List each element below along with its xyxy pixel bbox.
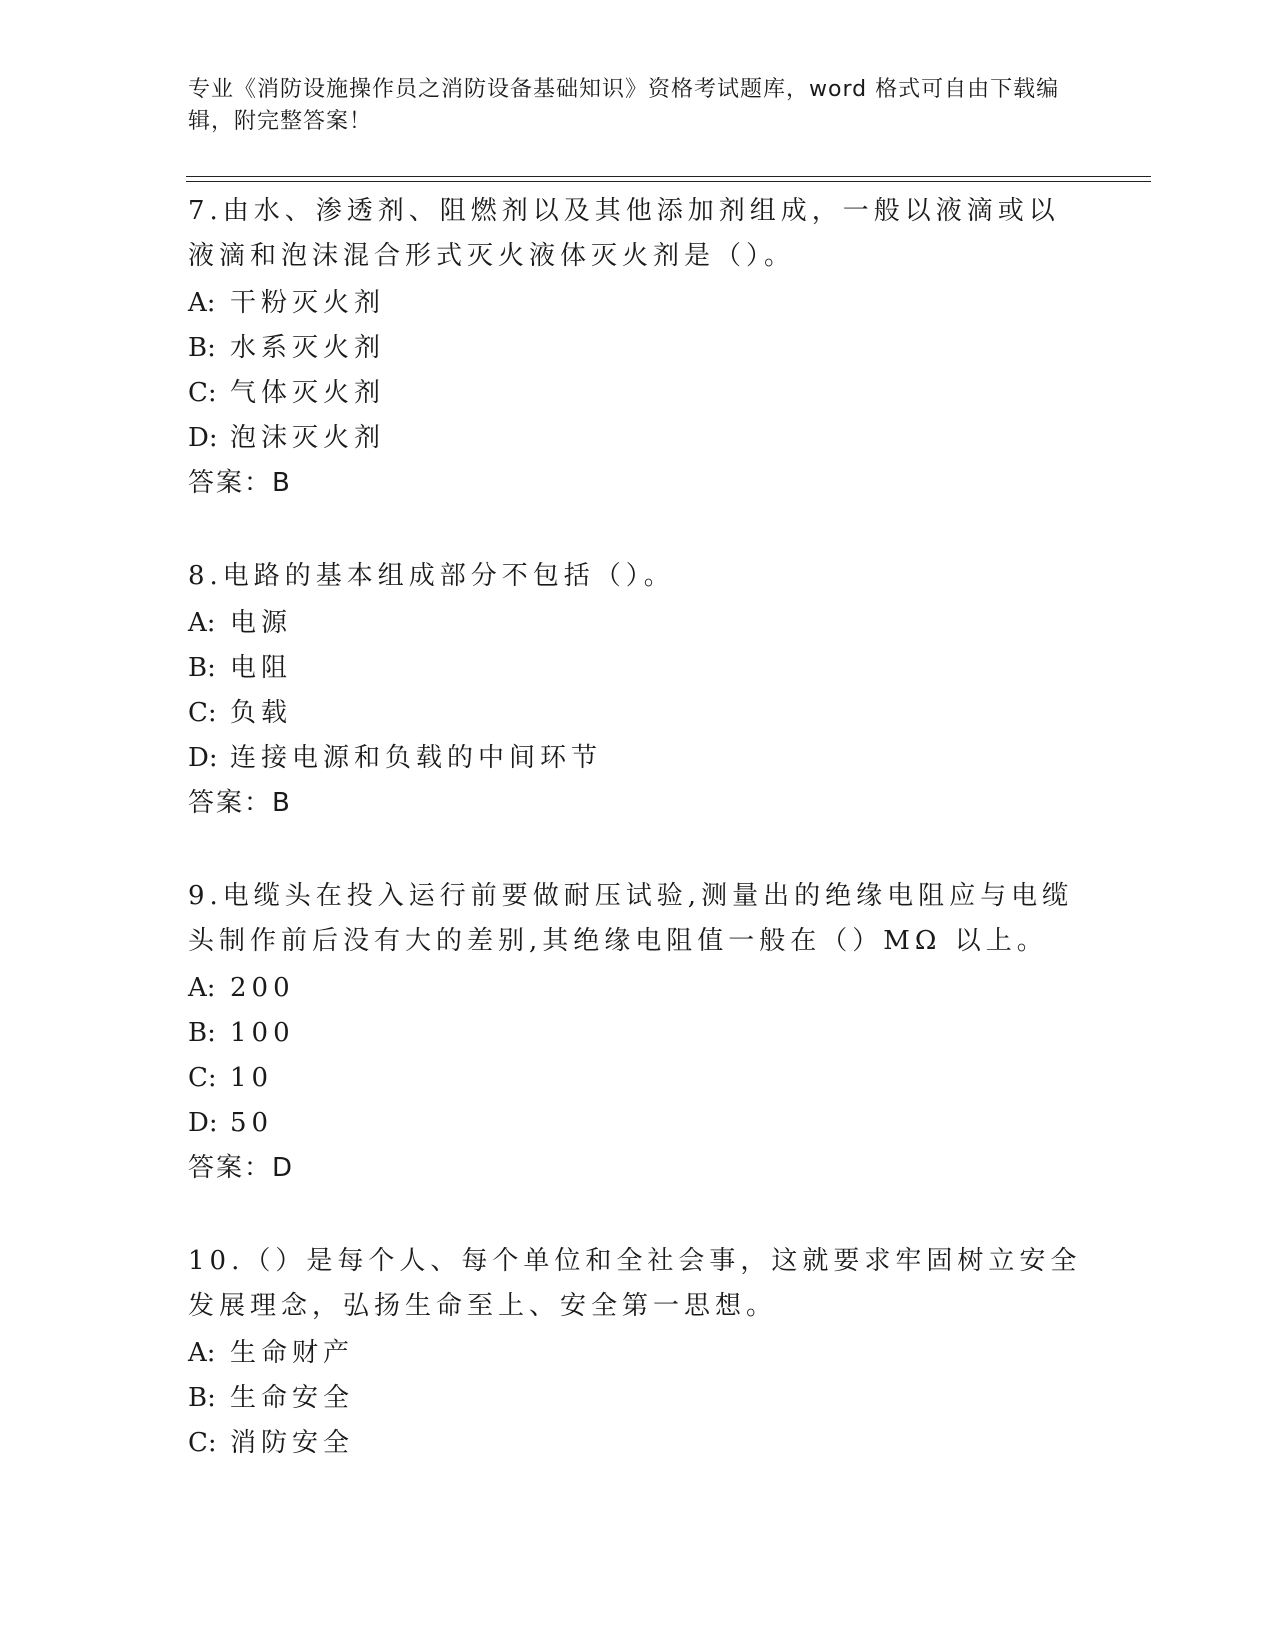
option-letter: C: [188,378,217,408]
header-divider-bottom [186,181,1151,182]
question-8 [188,554,1088,826]
option-letter: A: [188,1338,216,1368]
question-stem: 8.电路的基本组成部分不包括（）。 [188,561,675,591]
option-text: 水系灭火剂 [230,333,386,363]
question-spacer [188,826,1088,871]
option-d [188,736,1088,781]
header-divider-top [186,176,1151,177]
option-letter: C: [188,698,217,728]
option-letter: B: [188,1018,216,1048]
option-b [188,1011,1088,1056]
option-text: 50 [230,1108,274,1138]
question-spacer [188,506,1088,551]
option-letter: C: [188,1063,217,1093]
answer-line: 答案：B [188,468,292,498]
option-d [188,1101,1088,1146]
question-list [188,186,1088,1466]
option-text: 200 [230,973,295,1003]
question-10 [188,1239,1088,1466]
option-a [188,601,1088,646]
option-a [188,966,1088,1011]
option-c [188,371,1088,416]
option-text: 生命安全 [230,1383,355,1413]
question-9 [188,874,1088,1191]
option-letter: B: [188,653,216,683]
option-letter: D: [188,743,218,773]
question-7 [188,189,1088,506]
option-text: 泡沫灭火剂 [230,423,386,453]
option-text: 电阻 [230,653,293,683]
option-letter: A: [188,288,216,318]
option-text: 连接电源和负载的中间环节 [230,743,603,773]
option-text: 干粉灭火剂 [230,288,386,318]
answer-line: 答案：D [188,1153,295,1183]
question-stem: 9.电缆头在投入运行前要做耐压试验,测量出的绝缘电阻应与电缆头制作前后没有大的差别,其绝缘电阻值一般在（）MΩ 以上。 [188,881,1074,956]
option-c [188,691,1088,736]
option-a [188,1331,1088,1376]
option-text: 100 [230,1018,295,1048]
option-letter: C: [188,1428,217,1458]
option-c [188,1421,1088,1466]
option-b [188,646,1088,691]
option-text: 气体灭火剂 [230,378,386,408]
option-text: 电源 [230,608,293,638]
option-text: 10 [230,1063,274,1093]
option-b [188,326,1088,371]
option-letter: D: [188,1108,218,1138]
option-letter: A: [188,608,216,638]
option-b [188,1376,1088,1421]
option-text: 生命财产 [230,1338,355,1368]
option-text: 消防安全 [230,1428,355,1458]
option-c [188,1056,1088,1101]
option-letter: D: [188,423,218,453]
option-letter: A: [188,973,216,1003]
option-a [188,281,1088,326]
question-stem: 10.（）是每个人、每个单位和全社会事，这就要求牢固树立安全发展理念，弘扬生命至上、安全第一思想。 [188,1246,1082,1321]
option-d [188,416,1088,461]
question-stem: 7.由水、渗透剂、阻燃剂以及其他添加剂组成，一般以液滴或以液滴和泡沫混合形式灭火液体灭火剂是（）。 [188,196,1060,271]
option-text: 负载 [230,698,293,728]
question-spacer [188,1191,1088,1236]
answer-line: 答案：B [188,788,292,818]
option-letter: B: [188,1383,216,1413]
option-letter: B: [188,333,216,363]
document-header: 专业《消防设施操作员之消防设备基础知识》资格考试题库，word 格式可自由下载编辑，附完整答案！ [188,77,1060,134]
